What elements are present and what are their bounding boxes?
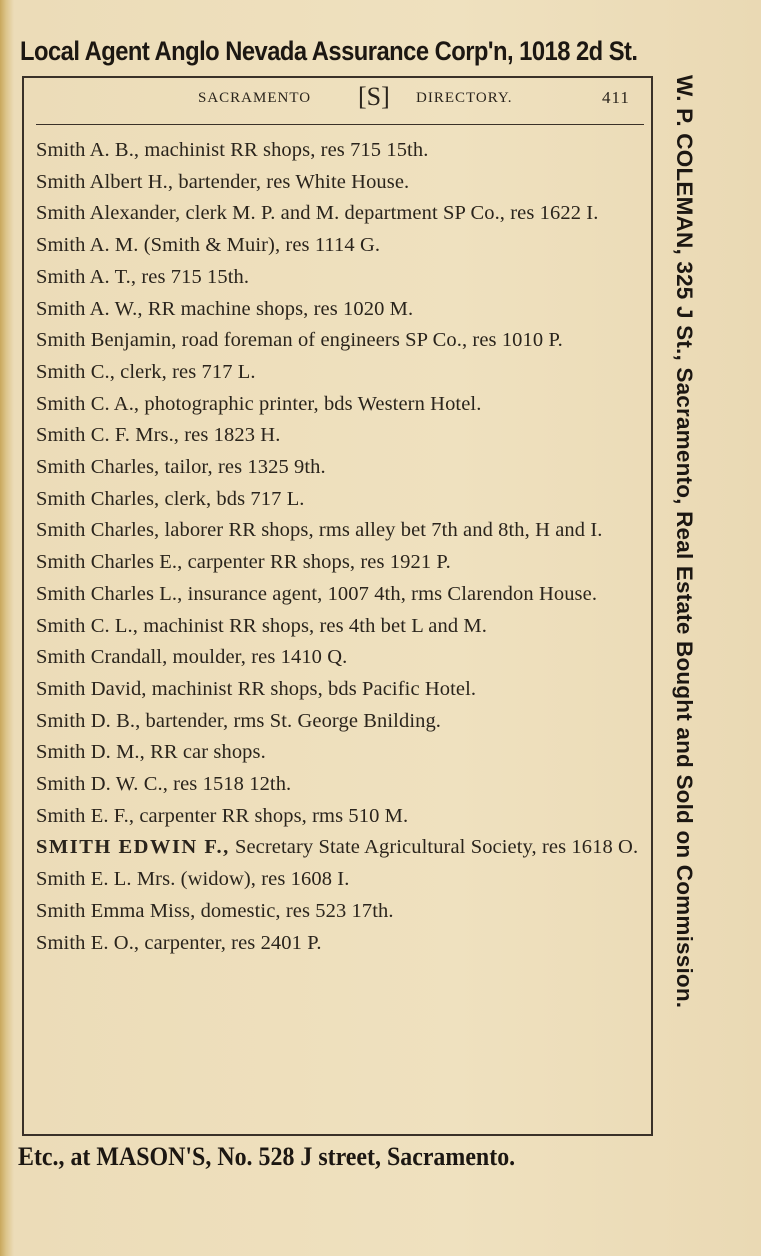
directory-entry (36, 294, 646, 326)
directory-entry (36, 832, 646, 864)
directory-entry (36, 928, 646, 960)
directory-entry (36, 452, 646, 484)
entry-name: Smith C., (36, 360, 115, 383)
entry-name: Smith Emma Miss, (36, 899, 196, 922)
directory-entry (36, 579, 646, 611)
directory-entry (36, 674, 646, 706)
page-frame-right-rule (651, 76, 653, 1136)
directory-entry (36, 801, 646, 833)
entry-name: Smith C. F. Mrs., (36, 424, 180, 447)
directory-entry (36, 515, 646, 547)
directory-entry (36, 262, 646, 294)
entry-details: moulder, res 1410 Q. (167, 646, 348, 669)
entry-name: Smith Charles L., (36, 582, 183, 605)
running-head-directory: DIRECTORY. (416, 90, 513, 106)
entry-details: RR machine shops, res 1020 M. (142, 297, 414, 320)
directory-entry (36, 420, 646, 452)
entry-name: Smith E. F., (36, 804, 135, 827)
top-advertisement-banner: Local Agent Anglo Nevada Assurance Corp'n, 1018 2d St. (20, 36, 638, 66)
directory-entry (36, 389, 646, 421)
page-number: 411 (602, 88, 630, 107)
running-head-letter: [S] (358, 82, 390, 111)
entry-details: domestic, res 523 17th. (195, 899, 394, 922)
entry-name: Smith D. W. C., (36, 773, 168, 796)
entry-name: Smith Charles E., (36, 551, 183, 574)
directory-entry (36, 611, 646, 643)
entry-details: bartender, res White House. (173, 170, 410, 193)
entry-details: clerk, res 717 L. (114, 360, 256, 383)
directory-entry (36, 769, 646, 801)
directory-entry (36, 642, 646, 674)
directory-entry (36, 547, 646, 579)
entry-name: Smith A. B., (36, 139, 140, 161)
directory-entry (36, 737, 646, 769)
side-advertisement-banner: W. P. COLEMAN, 325 J St., Sacramento, Real Estate Bought and Sold on Commission. (672, 75, 697, 1009)
entry-details: Secretary State Agricultural Society, res 1618 O. (229, 836, 639, 859)
entry-details: carpenter RR shops, res 1921 P. (182, 551, 451, 574)
entry-details: clerk, bds 717 L. (159, 487, 305, 510)
entry-details: photographic printer, bds Western Hotel. (139, 392, 482, 415)
entry-details: carpenter RR shops, rms 510 M. (134, 804, 409, 827)
entry-name: Smith Benjamin, (36, 329, 177, 352)
page-frame-bottom-rule (22, 1134, 653, 1136)
entry-details: res 1823 H. (179, 424, 281, 447)
entry-details: carpenter, res 2401 P. (139, 931, 322, 954)
entry-details: bartender, rms St. George Bnilding. (140, 709, 442, 732)
entry-name: Smith A. T., (36, 265, 137, 288)
running-head (30, 84, 642, 120)
directory-entry (36, 357, 646, 389)
entry-details: RR car shops. (144, 741, 266, 764)
directory-entries (36, 135, 646, 959)
running-head-city: SACRAMENTO (198, 90, 312, 106)
entry-name: Smith David, (36, 677, 147, 700)
directory-entry (36, 198, 646, 230)
directory-entry (36, 167, 646, 199)
entry-name: Smith E. L. Mrs. (36, 868, 176, 891)
directory-entry (36, 135, 646, 167)
entry-name: Smith A. M. (36, 234, 139, 257)
directory-entry (36, 706, 646, 738)
entry-name: Smith Albert H., (36, 170, 174, 193)
entry-name: Smith Charles, (36, 487, 160, 510)
page-frame-left-rule (22, 76, 24, 1136)
entry-name: Smith C. L., (36, 614, 139, 637)
directory-entry (36, 864, 646, 896)
directory-entry (36, 896, 646, 928)
entry-name: Smith D. B., (36, 709, 141, 732)
entry-name: Smith Crandall, (36, 646, 168, 669)
directory-entry (36, 484, 646, 516)
entry-details: machinist RR shops, res 4th bet L and M. (138, 614, 487, 637)
entry-details: res 1518 12th. (167, 773, 292, 796)
page-frame-top-rule (22, 76, 653, 78)
bottom-advertisement-banner: Etc., at MASON'S, No. 528 J street, Sacramento. (18, 1142, 516, 1171)
entry-details: res 715 15th. (136, 265, 250, 288)
entry-details: machinist RR shops, bds Pacific Hotel. (146, 677, 477, 700)
entry-name: SMITH EDWIN F., (36, 836, 230, 859)
entry-details: tailor, res 1325 9th. (159, 456, 326, 479)
entry-name: Smith D. M., (36, 741, 145, 764)
entry-name: Smith C. A., (36, 392, 140, 415)
entry-details: (Smith & Muir), res 1114 G. (138, 234, 381, 257)
entry-details: clerk M. P. and M. department SP Co., res 1622 I. (180, 202, 599, 225)
running-head-rule (36, 124, 644, 125)
entry-details: road foreman of engineers SP Co., res 1010 P. (176, 329, 563, 352)
entry-details: machinist RR shops, res 715 15th. (139, 139, 429, 161)
entry-details: insurance agent, 1007 4th, rms Clarendon House. (182, 582, 598, 605)
entry-details: laborer RR shops, rms alley bet 7th and 8th, H and I. (159, 519, 603, 542)
entry-details: (widow), res 1608 I. (175, 868, 350, 891)
entry-name: Smith Alexander, (36, 202, 181, 225)
entry-name: Smith A. W., (36, 297, 143, 320)
directory-entry (36, 230, 646, 262)
entry-name: Smith E. O., (36, 931, 140, 954)
entry-name: Smith Charles, (36, 519, 160, 542)
directory-entry (36, 325, 646, 357)
entry-name: Smith Charles, (36, 456, 160, 479)
